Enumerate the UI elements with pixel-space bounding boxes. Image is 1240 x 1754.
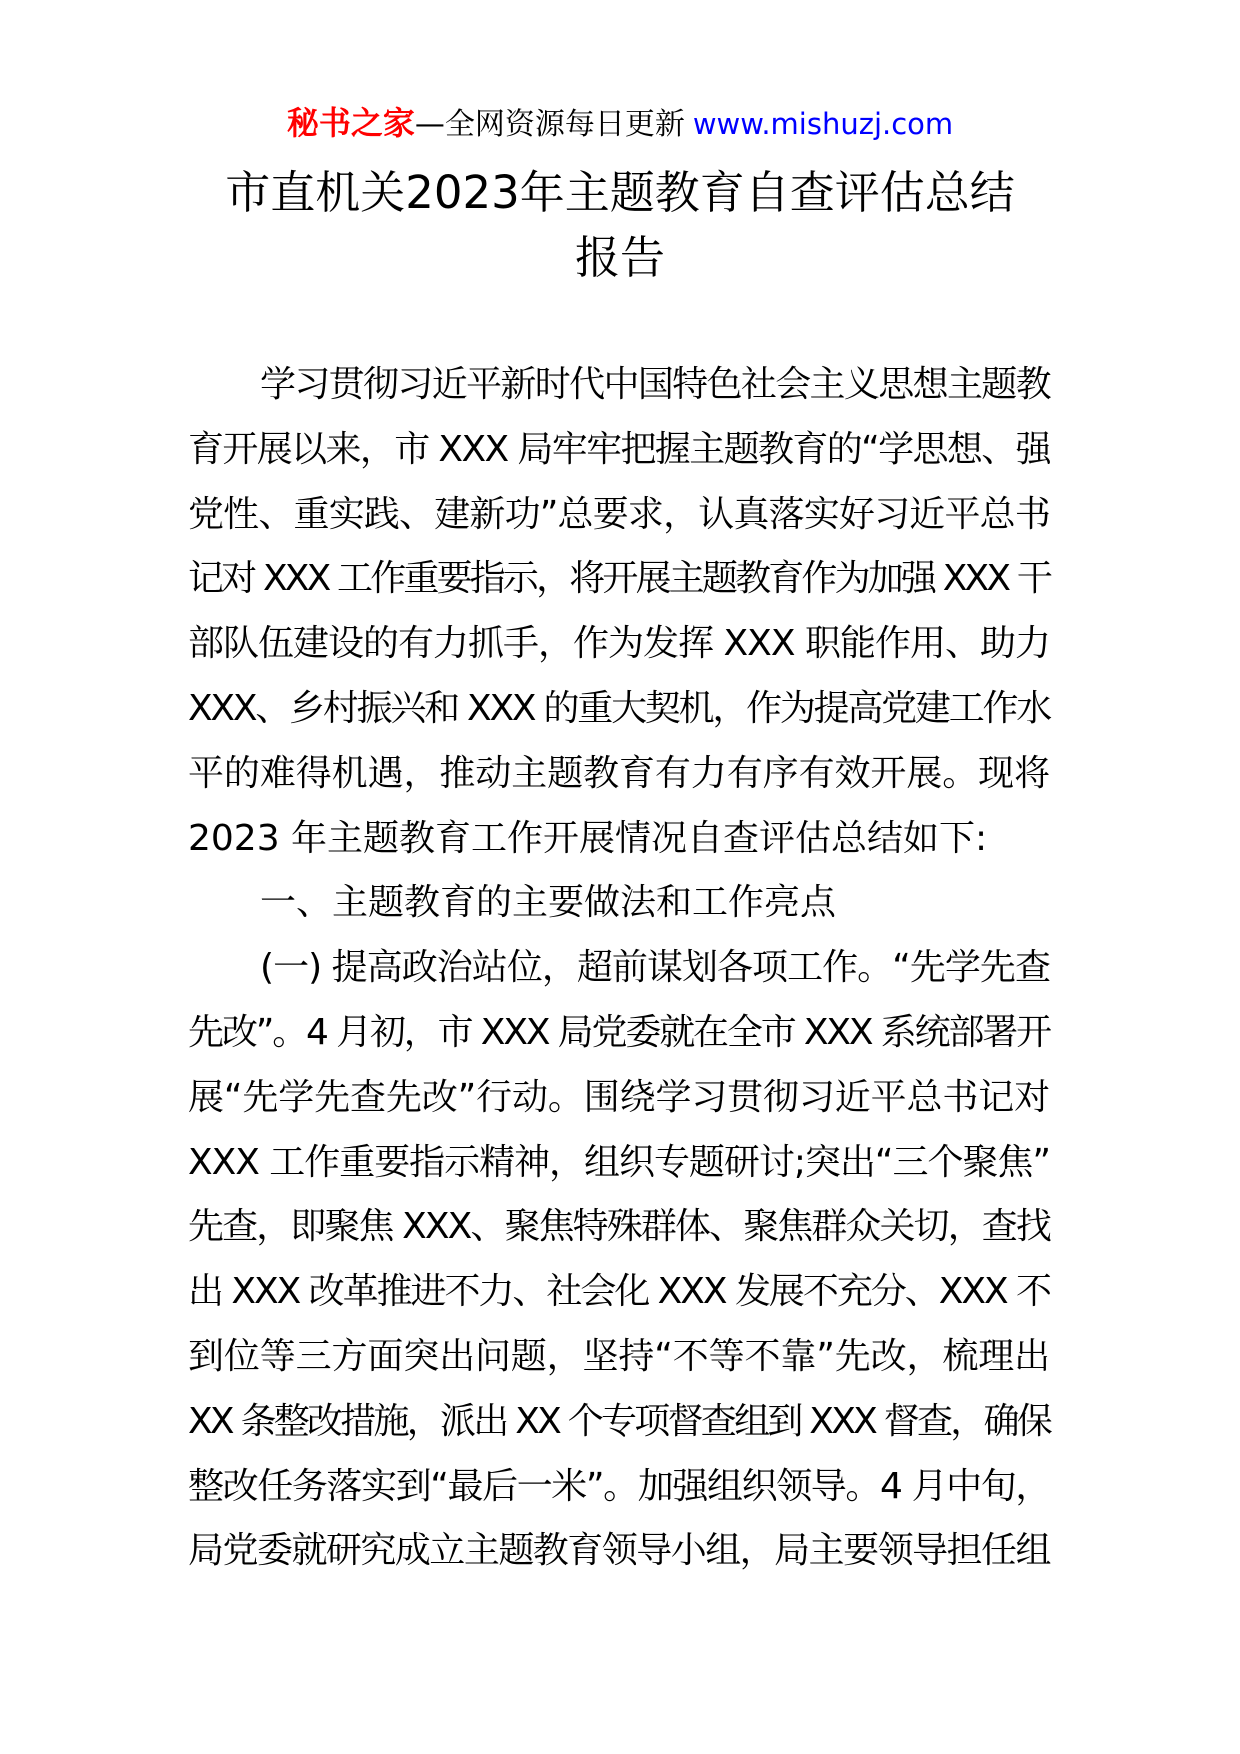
text-line: 2023 年主题教育工作开展情况自查评估总结如下: (188, 817, 988, 859)
text-line: 到位等三方面突出问题，坚持“不等不靠”先改，梳理出 (188, 1335, 1050, 1377)
brand-name: 秘书之家 (286, 104, 415, 142)
paragraph-intro (188, 353, 1050, 871)
text-line: (一) 提高政治站位，超前谋划各项工作。“先学先查 (260, 947, 1050, 989)
text-line: 党性、重实践、建新功”总要求，认真落实好习近平总书 (188, 493, 1050, 535)
site-slogan: —全网资源每日更新 (414, 107, 685, 142)
text-line: 先查，即聚焦 XXX、聚焦特殊群体、聚焦群众关切，查找 (188, 1206, 1050, 1248)
text-line: 部队伍建设的有力抓手，作为发挥 XXX 职能作用、助力 (188, 623, 1050, 665)
section-heading-text: 一、主题教育的主要做法和工作亮点 (260, 882, 837, 924)
site-url: www.mishuzj.com (692, 107, 954, 141)
text-line: 展“先学先查先改”行动。围绕学习贯彻习近平总书记对 (188, 1076, 1050, 1118)
document-title (0, 160, 1240, 290)
text-line: 平的难得机遇，推动主题教育有力有序有效开展。现将 (188, 752, 1050, 794)
text-line: 先改”。4 月初，市 XXX 局党委就在全市 XXX 系统部署开 (188, 1011, 1050, 1053)
title-line: 报告 (574, 231, 665, 284)
text-line: XXX 工作重要指示精神，组织专题研讨;突出“三个聚焦” (188, 1141, 1050, 1183)
text-line: 记对 XXX 工作重要指示，将开展主题教育作为加强 XXX 干 (188, 558, 1050, 600)
text-line: XX 条整改措施，派出 XX 个专项督查组到 XXX 督查，确保 (188, 1400, 1050, 1442)
paragraph-section-1 (188, 936, 1050, 1584)
site-header (0, 103, 1240, 149)
text-line: 整改任务落实到“最后一米”。加强组织领导。4 月中旬， (188, 1465, 1050, 1507)
text-line: XXX、乡村振兴和 XXX 的重大契机，作为提高党建工作水 (188, 687, 1050, 729)
title-line: 市直机关2023年主题教育自查评估总结 (225, 166, 1015, 219)
section-heading (188, 871, 1050, 936)
document-body (188, 353, 1050, 1584)
text-line: 学习贯彻习近平新时代中国特色社会主义思想主题教 (260, 364, 1050, 405)
text-line: 出 XXX 改革推进不力、社会化 XXX 发展不充分、XXX 不 (188, 1271, 1050, 1313)
text-line: 局党委就研究成立主题教育领导小组，局主要领导担任组 (188, 1530, 1050, 1572)
text-line: 育开展以来，市 XXX 局牢牢把握主题教育的“学思想、强 (188, 428, 1050, 470)
